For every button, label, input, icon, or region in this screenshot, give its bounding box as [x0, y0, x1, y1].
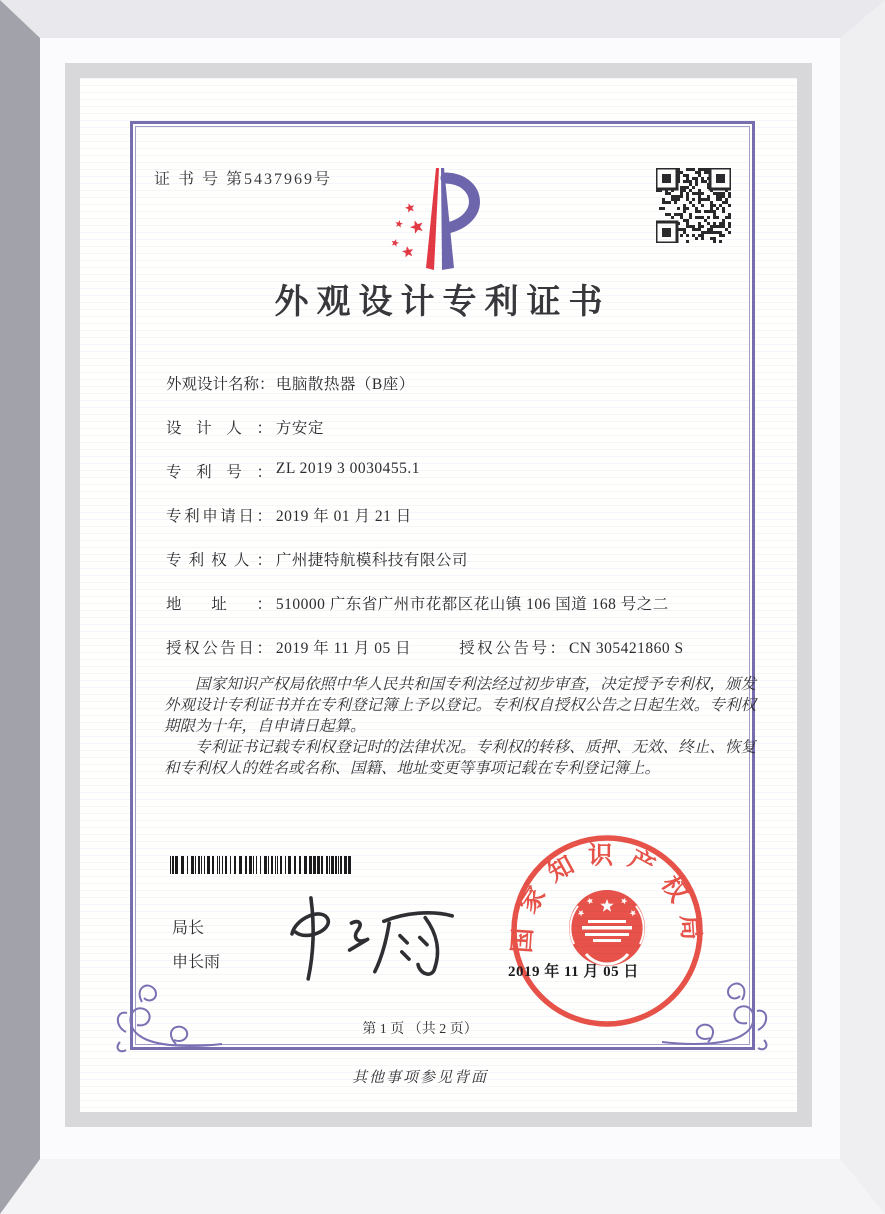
- field-value: 方安定: [275, 420, 324, 437]
- certificate-paper: [80, 78, 797, 1112]
- field-value: 广州捷特航模科技有限公司: [275, 552, 468, 569]
- cnipa-logo-icon: [386, 164, 488, 276]
- field-patentee: [166, 548, 726, 592]
- seal-org-text: 国家知识产权局: [508, 841, 706, 954]
- field-label: 专利申请日：: [166, 508, 272, 525]
- national-emblem-icon: [569, 890, 645, 966]
- field-patent-number: [166, 460, 726, 504]
- corner-flourish-icon: [106, 976, 224, 1056]
- certificate-title: 外观设计专利证书: [274, 284, 611, 321]
- logo-stars: [391, 202, 426, 258]
- field-label: 专利权人：: [166, 552, 272, 569]
- legal-paragraph: 国家知识产权局依照中华人民共和国专利法经过初步审查，决定授予专利权，颁发外观设计专利证书并在专利登记簿上予以登记。专利权自授权公告之日起生效。专利权期限为十年，自申请日起算。: [164, 676, 756, 735]
- field-address: [166, 592, 726, 636]
- qr-code: [656, 168, 731, 243]
- seal-date: 2019 年 11 月 05 日: [508, 964, 639, 980]
- director-name: 申长雨: [172, 954, 221, 971]
- field-designer: [166, 416, 726, 460]
- director-title: 局长: [172, 920, 205, 937]
- field-filing-date: [166, 504, 726, 548]
- page-indicator: 第 1 页 （共 2 页）: [362, 1022, 478, 1037]
- field-value: ZL 2019 3 0030455.1: [275, 460, 420, 477]
- legal-paragraph: 专利证书记载专利权登记时的法律状况。专利权的转移、质押、无效、终止、恢复和专利权人的姓名或名称、国籍、地址变更等事项记载在专利登记簿上。: [164, 739, 756, 777]
- field-label: 授权公告日：: [166, 640, 272, 657]
- legal-text: [164, 674, 756, 779]
- field-value: CN 305421860 S: [568, 640, 684, 657]
- official-seal: [508, 832, 706, 1030]
- field-value: 2019 年 01 月 21 日: [275, 508, 412, 525]
- field-label: 设计人：: [166, 420, 272, 437]
- frame-inner-face: [40, 38, 840, 1159]
- field-label: 授权公告号：: [459, 640, 566, 657]
- director-signature: [283, 890, 463, 985]
- field-value: 电脑散热器（B座）: [275, 376, 415, 393]
- field-value: 510000 广东省广州市花都区花山镇 106 国道 168 号之二: [275, 596, 669, 613]
- frame-mat-gap: [65, 63, 812, 1127]
- field-label: 外观设计名称：: [166, 376, 275, 393]
- field-value: 2019 年 11 月 05 日: [275, 640, 412, 657]
- field-label: 专利号：: [166, 464, 272, 481]
- back-side-note: 其他事项参见背面: [351, 1070, 488, 1086]
- field-list: [166, 372, 726, 680]
- field-design-name: [166, 372, 726, 416]
- signoff-block: [172, 912, 220, 980]
- barcode: [170, 856, 352, 874]
- field-label: 地址：: [166, 596, 272, 613]
- certificate-number: 证 书 号 第5437969号: [154, 171, 333, 188]
